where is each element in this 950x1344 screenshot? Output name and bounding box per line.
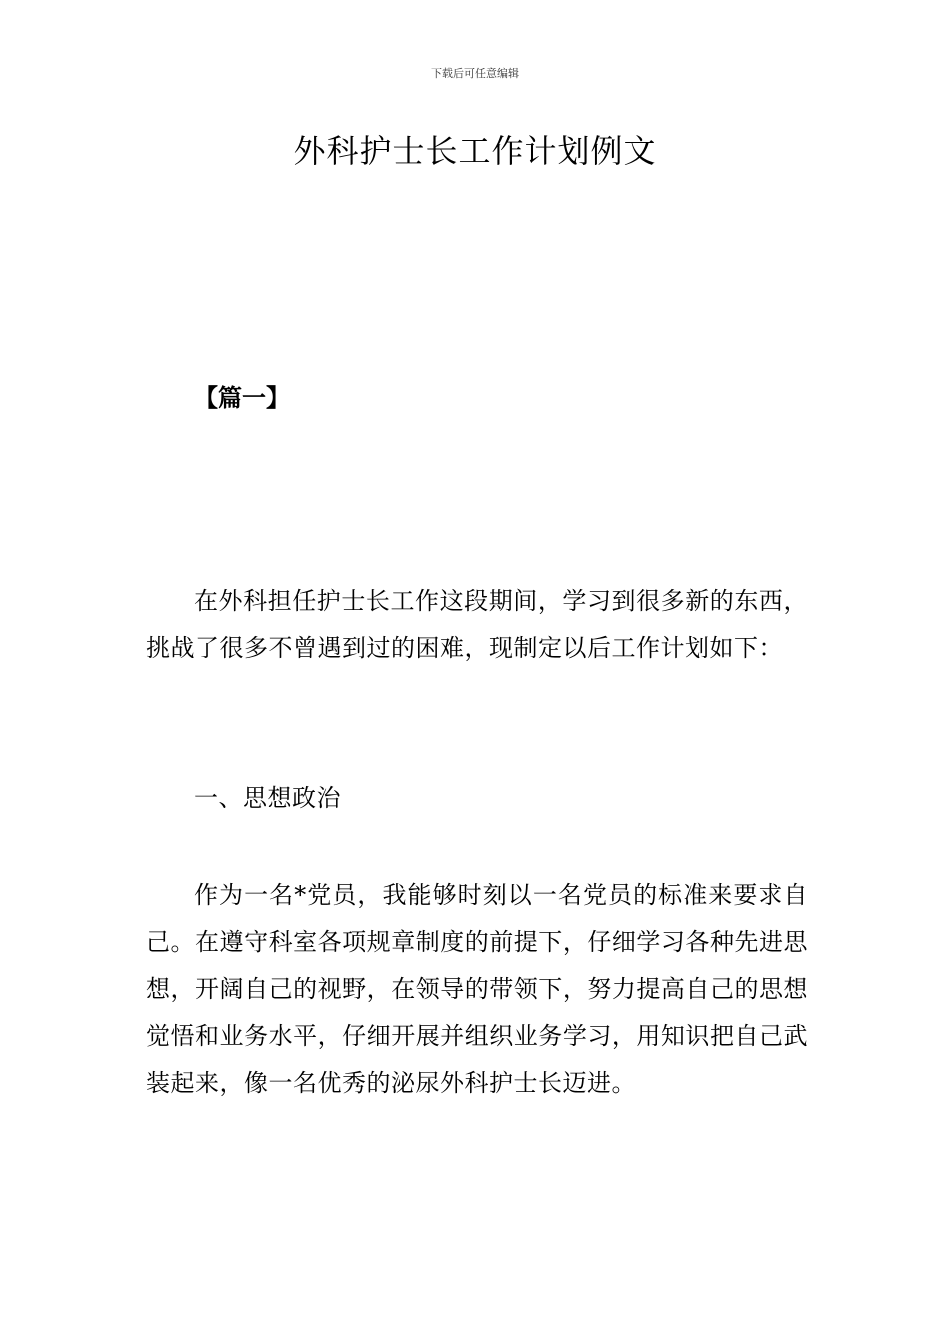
- intro-paragraph: 在外科担任护士长工作这段期间，学习到很多新的东西，挑战了很多不曾遇到过的困难，现制定以后工作计划如下：: [146, 587, 808, 662]
- document-title: 外科护士长工作计划例文: [293, 132, 657, 170]
- body-paragraph: 作为一名*党员，我能够时刻以一名党员的标准来要求自己。在遵守科室各项规章制度的前提下，仔细学习各种先进思想，开阔自己的视野，在领导的带领下，努力提高自己的思想觉悟和业务水平，仔细开展并组织业务学习，用知识把自己武装起来，像一名优秀的泌尿外科护士长迈进。: [146, 881, 808, 1097]
- header-note: 下载后可任意编辑: [431, 67, 519, 80]
- section-label: 【篇一】: [194, 383, 290, 412]
- section-heading-political-thought: 一、思想政治: [194, 784, 341, 812]
